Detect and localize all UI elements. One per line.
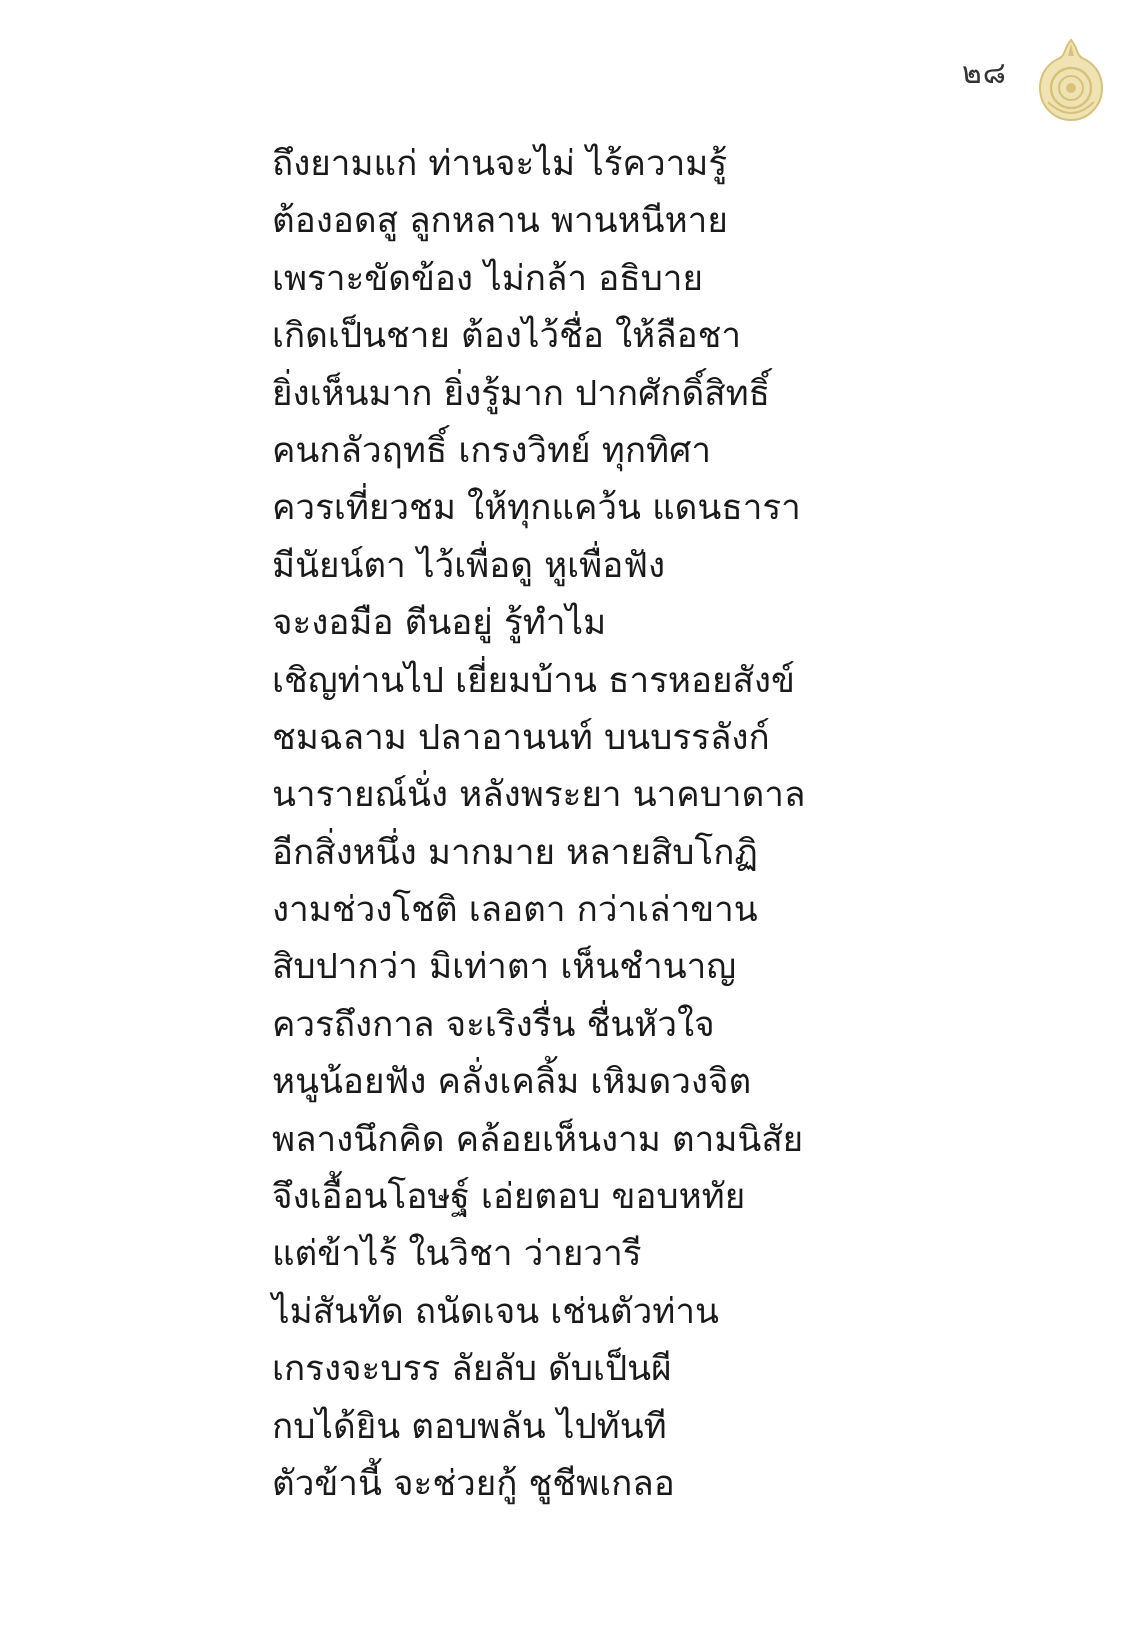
poem-line: เชิญท่านไป เยี่ยมบ้าน ธารหอยสังข์	[272, 660, 795, 701]
poem-line: นารายณ์นั่ง หลังพระยา นาคบาดาล	[272, 775, 806, 816]
poem-line: ถึงยามแก่ ท่านจะไม่ ไร้ความรู้	[272, 144, 728, 184]
poem-line: จะงอมือ ตีนอยู่ รู้ทำไม	[272, 603, 607, 644]
poem-line: ชมฉลาม ปลาอานนท์ บนบรรลังก์	[272, 717, 770, 758]
poem-line: ต้องอดสู ลูกหลาน พานหนีหาย	[272, 201, 728, 242]
poem-line: ไม่สันทัด ถนัดเจน เช่นตัวท่าน	[272, 1291, 719, 1332]
poem-line: ยิ่งเห็นมาก ยิ่งรู้มาก ปากศักดิ์สิทธิ์	[272, 373, 771, 414]
royal-seal-icon	[1036, 38, 1106, 122]
page-number: ๒๘	[962, 56, 1007, 91]
poem-line: หนูน้อยฟัง คลั่งเคลิ้ม เหิมดวงจิต	[272, 1062, 752, 1103]
poem-verses	[272, 136, 805, 1513]
poem-line: เกรงจะบรร ลัยลับ ดับเป็นผี	[272, 1349, 672, 1390]
poem-line: คนกลัวฤทธิ์ เกรงวิทย์ ทุกทิศา	[272, 430, 711, 471]
poem-line: ควรถึงกาล จะเริงรื่น ชื่นหัวใจ	[272, 1004, 715, 1045]
poem-line: กบได้ยิน ตอบพลัน ไปทันที	[272, 1406, 667, 1447]
poem-line: เกิดเป็นชาย ต้องไว้ชื่อ ให้ลือชา	[272, 316, 742, 357]
poem-line: อีกสิ่งหนึ่ง มากมาย หลายสิบโกฏิ	[272, 832, 758, 873]
poem-line: ควรเที่ยวชม ให้ทุกแคว้น แดนธารา	[272, 488, 801, 529]
poem-line: จึงเอื้อนโอษฐ์ เอ่ยตอบ ขอบหทัย	[272, 1177, 746, 1218]
poem-line: สิบปากว่า มิเท่าตา เห็นชำนาญ	[272, 947, 737, 988]
poem-line: ตัวข้านี้ จะช่วยกู้ ชูชีพเกลอ	[272, 1463, 675, 1504]
poem-line: มีนัยน์ตา ไว้เพื่อดู หูเพื่อฟัง	[272, 545, 666, 586]
poem-line: เพราะขัดข้อง ไม่กล้า อธิบาย	[272, 258, 703, 299]
poem-line: งามช่วงโชติ เลอตา กว่าเล่าขาน	[272, 890, 758, 931]
poem-line: แต่ข้าไร้ ในวิชา ว่ายวารี	[272, 1234, 642, 1275]
poem-line: พลางนึกคิด คล้อยเห็นงาม ตามนิสัย	[272, 1119, 804, 1160]
